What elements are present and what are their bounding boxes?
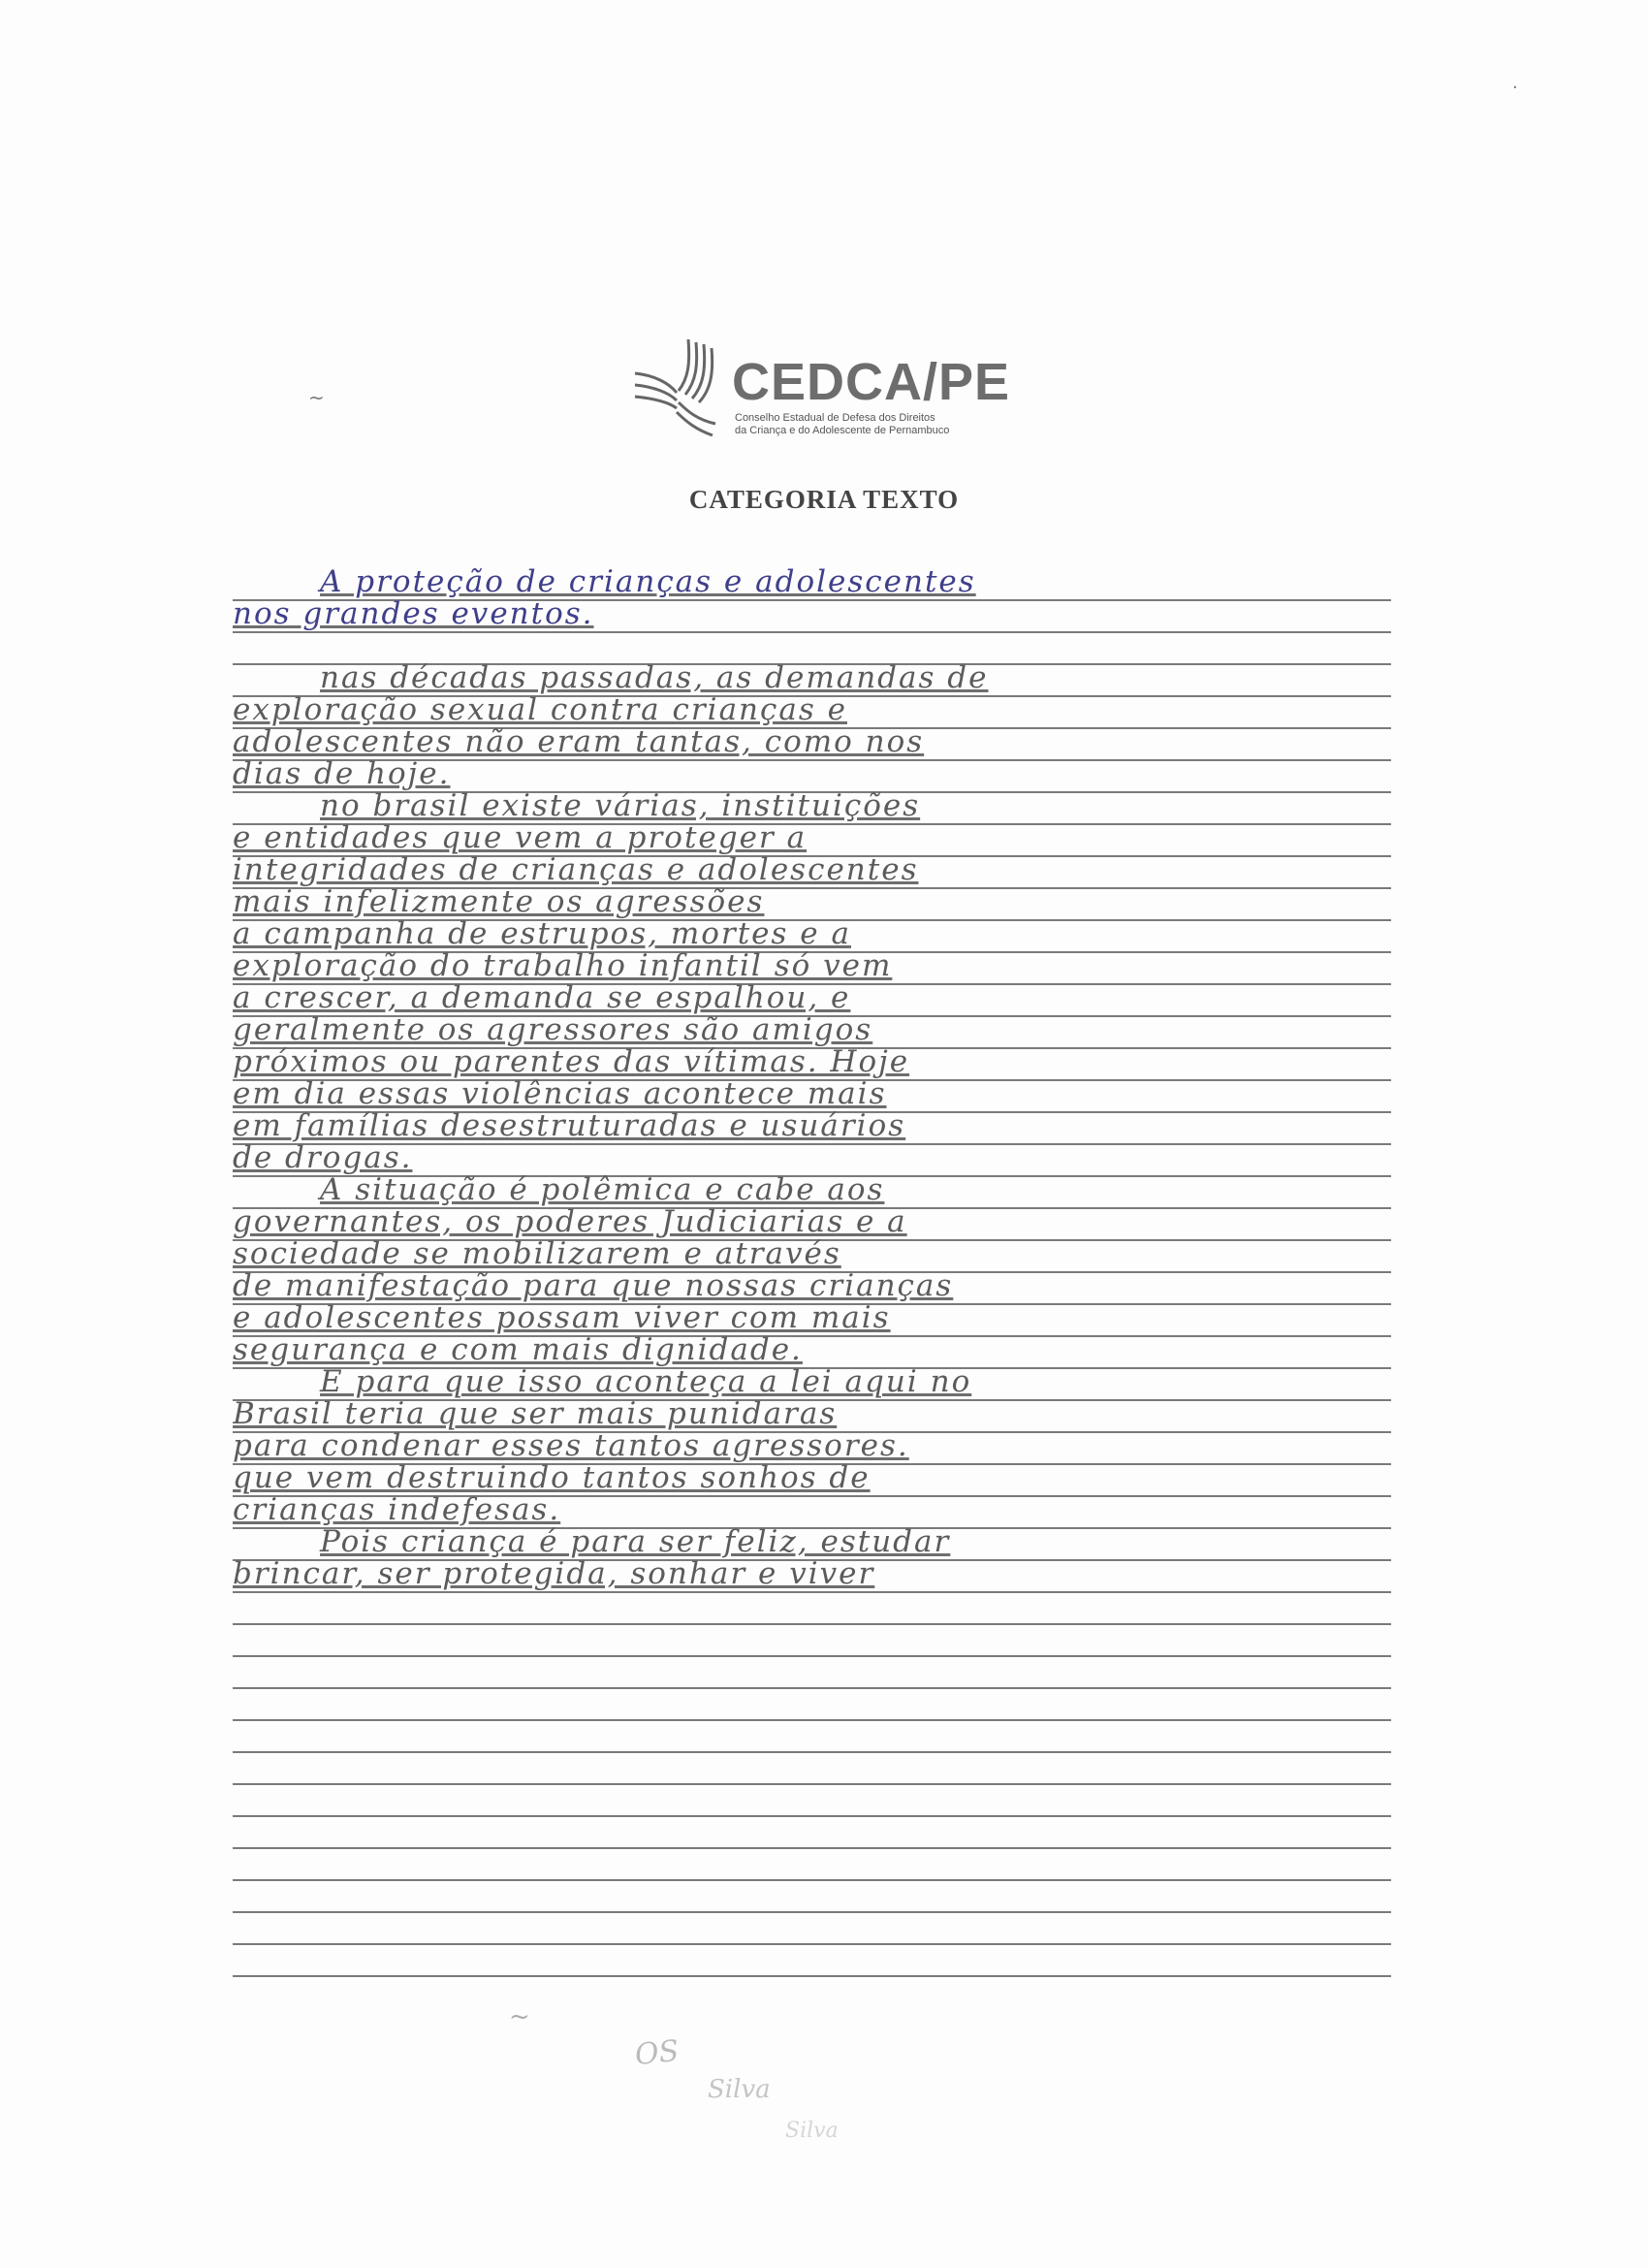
essay-line: integridades de crianças e adolescentes: [233, 852, 919, 887]
stray-mark: ~: [308, 386, 325, 409]
essay-line: mais infelizmente os agressões: [233, 884, 765, 919]
essay-line: que vem destruindo tantos sonhos de: [233, 1460, 871, 1495]
essay-line: Brasil teria que ser mais punidaras: [233, 1396, 838, 1431]
essay-line: a campanha de estrupos, mortes e a: [233, 916, 851, 951]
essay-line: a crescer, a demanda se espalhou, e: [233, 980, 851, 1015]
essay-line: dias de hoje.: [233, 756, 451, 791]
ruled-line: [233, 631, 1391, 633]
category-title: CATEGORIA TEXTO: [688, 485, 960, 514]
essay-line: de manifestação para que nossas crianças: [233, 1268, 954, 1303]
essay-line: E para que isso aconteça a lei aqui no: [320, 1364, 972, 1399]
ruled-line: [233, 1847, 1391, 1849]
cedca-logo: [630, 335, 1018, 451]
ruled-line: [233, 1687, 1391, 1689]
logo-name: CEDCA/PE: [732, 353, 1011, 411]
ruled-line: [233, 1591, 1391, 1593]
essay-line: A situação é polêmica e cabe aos: [320, 1172, 885, 1207]
essay-line: segurança e com mais dignidade.: [233, 1332, 803, 1367]
stray-mark: ~: [509, 2002, 530, 2031]
essay-line: exploração do trabalho infantil só vem: [233, 948, 893, 983]
essay-line: para condenar esses tantos agressores.: [233, 1428, 909, 1463]
stray-mark: ·: [1512, 78, 1518, 98]
essay-line: em famílias desestruturadas e usuários: [233, 1108, 906, 1143]
ruled-line: [233, 1943, 1391, 1945]
essay-line: próximos ou parentes das vítimas. Hoje: [233, 1044, 910, 1079]
essay-line: exploração sexual contra crianças e: [233, 692, 847, 727]
ruled-line: [233, 1655, 1391, 1657]
logo-subtitle: [735, 412, 949, 437]
essay-line: e entidades que vem a proteger a: [233, 820, 808, 855]
essay-line: sociedade se mobilizarem e através: [233, 1236, 841, 1271]
logo-subtitle-line: da Criança e do Adolescente de Pernambuco: [735, 425, 950, 436]
ruled-line: [233, 1783, 1391, 1785]
essay-line: em dia essas violências acontece mais: [233, 1076, 887, 1111]
essay-line: governantes, os poderes Judiciarias e a: [233, 1204, 907, 1239]
ruled-line: [233, 1879, 1391, 1881]
cedca-logo-icon: [630, 335, 722, 441]
ruled-writing-area: [233, 564, 1391, 1978]
essay-line: Pois criança é para ser feliz, estudar: [320, 1524, 951, 1559]
essay-line: adolescentes não eram tantas, como nos: [233, 724, 925, 759]
ruled-line: [233, 1975, 1391, 1977]
essay-line: brincar, ser protegida, sonhar e viver: [233, 1556, 875, 1591]
essay-line: nas décadas passadas, as demandas de: [320, 660, 989, 695]
ruled-line: [233, 1751, 1391, 1753]
ruled-line: [233, 1719, 1391, 1721]
essay-line: e adolescentes possam viver com mais: [233, 1300, 891, 1335]
signature-initials: OS: [633, 2033, 681, 2073]
essay-line: geralmente os agressores são amigos: [233, 1012, 873, 1047]
ruled-line: [233, 1815, 1391, 1817]
ruled-line: [233, 1911, 1391, 1913]
essay-title-line: nos grandes eventos.: [233, 596, 594, 631]
essay-line: crianças indefesas.: [233, 1492, 561, 1527]
essay-title-line: A proteção de crianças e adolescentes: [320, 564, 976, 599]
signature-name-faint: Silva: [785, 2119, 839, 2143]
essay-line: no brasil existe várias, instituições: [320, 788, 921, 823]
signature-name: Silva: [708, 2075, 771, 2104]
essay-line: de drogas.: [233, 1140, 413, 1175]
logo-subtitle-line: Conselho Estadual de Defesa dos Direitos: [735, 412, 935, 424]
ruled-line: [233, 1623, 1391, 1625]
